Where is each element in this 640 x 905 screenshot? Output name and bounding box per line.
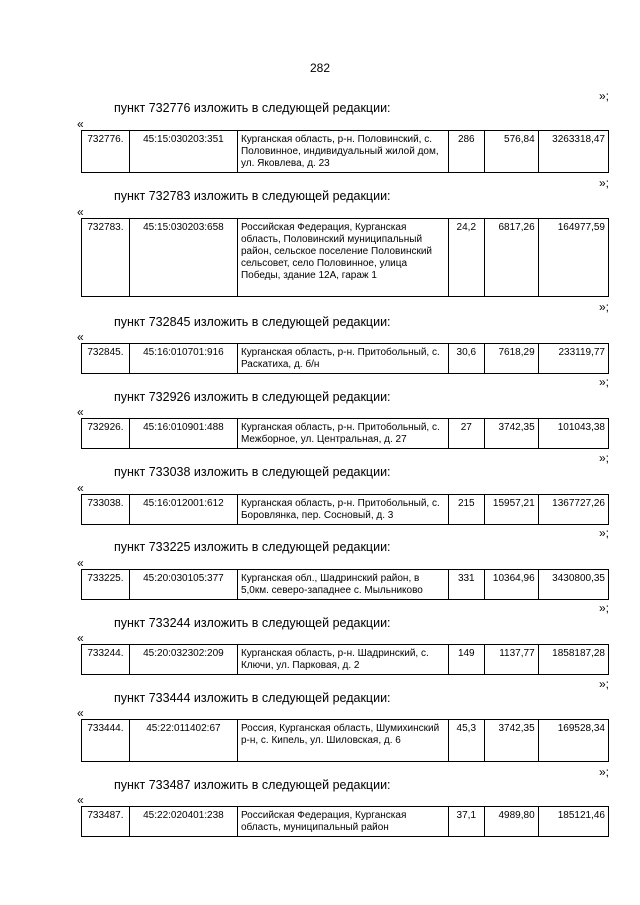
price: 1137,77: [484, 645, 538, 675]
address: Курганская область, р-н. Шадринский, с. Ключи, ул. Парковая, д. 2: [237, 645, 448, 675]
price: 6817,26: [484, 219, 538, 297]
address: Российская Федерация, Курганская область, Половинский муниципальный район, сельское поселение Половинский сельсовет, село Половинное, улица Победы, здание 12А, гараж 1: [237, 219, 448, 297]
table-row: [82, 131, 609, 173]
closing-quote: »;: [598, 300, 609, 314]
area: 37,1: [448, 807, 484, 837]
area: 149: [448, 645, 484, 675]
address: Россия, Курганская область, Шумихинский р-н, с. Кипель, ул. Шиловская, д. 6: [237, 720, 448, 762]
cost: 3430800,35: [538, 570, 608, 600]
area: 24,2: [448, 219, 484, 297]
closing-quote: »;: [598, 176, 609, 190]
closing-quote: »;: [598, 601, 609, 615]
opening-quote: «: [77, 631, 84, 645]
entry-table: [81, 218, 609, 297]
table-row: [82, 495, 609, 525]
closing-quote: »;: [598, 89, 609, 103]
entry-table: [81, 418, 609, 449]
area: 286: [448, 131, 484, 173]
entry-table: [81, 569, 609, 600]
price: 3742,35: [484, 419, 538, 449]
address: Курганская область, р-н. Притобольный, с. Боровлянка, пер. Сосновый, д. 3: [237, 495, 448, 525]
area: 27: [448, 419, 484, 449]
cadastral-number: 45:15:030203:658: [129, 219, 237, 297]
price: 7618,29: [484, 344, 538, 374]
table-row: [82, 645, 609, 675]
table-row: [82, 807, 609, 837]
item-number: 732783.: [82, 219, 130, 297]
entry-heading: пункт 732776 изложить в следующей редакции:: [114, 101, 391, 115]
item-number: 733225.: [82, 570, 130, 600]
area: 30,6: [448, 344, 484, 374]
cost: 169528,34: [538, 720, 608, 762]
entry-heading: пункт 732783 изложить в следующей редакции:: [114, 189, 391, 203]
entry-heading: пункт 732845 изложить в следующей редакции:: [114, 315, 391, 329]
opening-quote: «: [77, 793, 84, 807]
table-row: [82, 720, 609, 762]
item-number: 732845.: [82, 344, 130, 374]
table-row: [82, 419, 609, 449]
table-row: [82, 219, 609, 297]
cost: 1858187,28: [538, 645, 608, 675]
opening-quote: «: [77, 205, 84, 219]
item-number: 733444.: [82, 720, 130, 762]
item-number: 733244.: [82, 645, 130, 675]
entry-heading: пункт 733444 изложить в следующей редакции:: [114, 691, 391, 705]
item-number: 733487.: [82, 807, 130, 837]
closing-quote: »;: [598, 451, 609, 465]
opening-quote: «: [77, 405, 84, 419]
entry-table: [81, 343, 609, 374]
entry-heading: пункт 732926 изложить в следующей редакции:: [114, 390, 391, 404]
cadastral-number: 45:20:032302:209: [129, 645, 237, 675]
cost: 185121,46: [538, 807, 608, 837]
cost: 233119,77: [538, 344, 608, 374]
closing-quote: »;: [598, 375, 609, 389]
address: Курганская область, р-н. Притобольный, с. Раскатиха, д. б/н: [237, 344, 448, 374]
entry-table: [81, 719, 609, 762]
cadastral-number: 45:22:011402:67: [129, 720, 237, 762]
entry-table: [81, 644, 609, 675]
opening-quote: «: [77, 706, 84, 720]
cadastral-number: 45:16:010901:488: [129, 419, 237, 449]
table-row: [82, 570, 609, 600]
price: 15957,21: [484, 495, 538, 525]
entry-heading: пункт 733244 изложить в следующей редакции:: [114, 616, 391, 630]
opening-quote: «: [77, 117, 84, 131]
address: Курганская область, р-н. Притобольный, с. Межборное, ул. Центральная, д. 27: [237, 419, 448, 449]
price: 10364,96: [484, 570, 538, 600]
area: 45,3: [448, 720, 484, 762]
closing-quote: »;: [598, 526, 609, 540]
price: 3742,35: [484, 720, 538, 762]
entry-heading: пункт 733225 изложить в следующей редакции:: [114, 540, 391, 554]
item-number: 732926.: [82, 419, 130, 449]
opening-quote: «: [77, 330, 84, 344]
cost: 3263318,47: [538, 131, 608, 173]
cadastral-number: 45:16:010701:916: [129, 344, 237, 374]
entry-table: [81, 130, 609, 173]
cost: 1367727,26: [538, 495, 608, 525]
table-row: [82, 344, 609, 374]
cadastral-number: 45:16:012001:612: [129, 495, 237, 525]
cadastral-number: 45:20:030105:377: [129, 570, 237, 600]
closing-quote: »;: [598, 765, 609, 779]
area: 331: [448, 570, 484, 600]
entry-heading: пункт 733487 изложить в следующей редакции:: [114, 778, 391, 792]
area: 215: [448, 495, 484, 525]
entry-table: [81, 806, 609, 837]
opening-quote: «: [77, 481, 84, 495]
cost: 164977,59: [538, 219, 608, 297]
address: Курганская область, р-н. Половинский, с. Половинное, индивидуальный жилой дом, ул. Яковлева, д. 23: [237, 131, 448, 173]
cost: 101043,38: [538, 419, 608, 449]
cadastral-number: 45:15:030203:351: [129, 131, 237, 173]
item-number: 733038.: [82, 495, 130, 525]
price: 4989,80: [484, 807, 538, 837]
entry-heading: пункт 733038 изложить в следующей редакции:: [114, 465, 391, 479]
price: 576,84: [484, 131, 538, 173]
cadastral-number: 45:22:020401:238: [129, 807, 237, 837]
address: Курганская обл., Шадринский район, в 5,0км. северо-западнее с. Мыльниково: [237, 570, 448, 600]
item-number: 732776.: [82, 131, 130, 173]
address: Российская Федерация, Курганская область, муниципальный район: [237, 807, 448, 837]
page-number: 282: [309, 61, 331, 75]
entry-table: [81, 494, 609, 525]
opening-quote: «: [77, 556, 84, 570]
closing-quote: »;: [598, 677, 609, 691]
